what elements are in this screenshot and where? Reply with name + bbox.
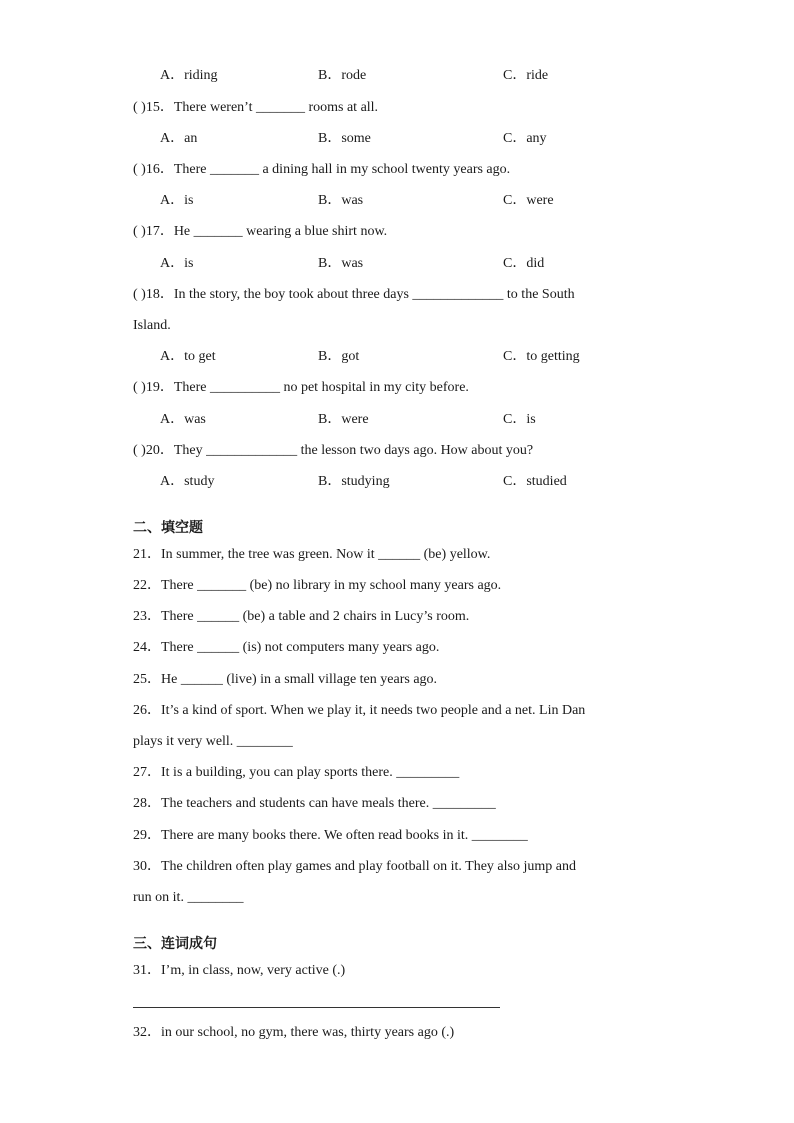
question-26: 26．It’s a kind of sport. When we play it, it needs two people and a net. Lin Dan bbox=[133, 703, 586, 718]
q17-option-b: B．was bbox=[318, 256, 364, 271]
question-16: ( )16．There _______ a dining hall in my school twenty years ago. bbox=[133, 162, 511, 177]
question-28: 28．The teachers and students can have meals there. _________ bbox=[133, 796, 496, 811]
q20-option-a: A．study bbox=[160, 474, 215, 489]
q14-option-b: B．rode bbox=[318, 68, 367, 83]
question-29: 29．There are many books there. We often read books in it. ________ bbox=[133, 828, 528, 843]
q20-option-b: B．studying bbox=[318, 474, 390, 489]
q17-option-a: A．is bbox=[160, 256, 194, 271]
q19-option-c: C．is bbox=[503, 412, 536, 427]
question-21: 21．In summer, the tree was green. Now it ______ (be) yellow. bbox=[133, 547, 491, 562]
question-22: 22．There _______ (be) no library in my school many years ago. bbox=[133, 578, 502, 593]
question-26-continued: plays it very well. ________ bbox=[133, 734, 293, 749]
q20-option-c: C．studied bbox=[503, 474, 567, 489]
q16-option-b: B．was bbox=[318, 193, 364, 208]
question-20: ( )20．They _____________ the lesson two days ago. How about you? bbox=[133, 443, 534, 458]
question-25: 25．He ______ (live) in a small village ten years ago. bbox=[133, 672, 438, 687]
q17-option-c: C．did bbox=[503, 256, 545, 271]
q19-option-b: B．were bbox=[318, 412, 369, 427]
answer-line-31[interactable] bbox=[133, 1007, 500, 1008]
q18-option-a: A．to get bbox=[160, 349, 216, 364]
question-24: 24．There ______ (is) not computers many years ago. bbox=[133, 640, 440, 655]
question-23: 23．There ______ (be) a table and 2 chairs in Lucy’s room. bbox=[133, 609, 470, 624]
q19-option-a: A．was bbox=[160, 412, 206, 427]
q14-option-a: A．riding bbox=[160, 68, 218, 83]
question-15: ( )15．There weren’t _______ rooms at all. bbox=[133, 100, 379, 115]
question-30-continued: run on it. ________ bbox=[133, 890, 244, 905]
q14-option-c: C．ride bbox=[503, 68, 549, 83]
q15-option-c: C．any bbox=[503, 131, 547, 146]
question-30: 30．The children often play games and play football on it. They also jump and bbox=[133, 859, 576, 874]
question-19: ( )19．There __________ no pet hospital in my city before. bbox=[133, 380, 469, 395]
q15-option-a: A．an bbox=[160, 131, 198, 146]
section-3-heading: 三、连词成句 bbox=[133, 936, 217, 952]
question-18: ( )18．In the story, the boy took about three days _____________ to the South bbox=[133, 287, 575, 302]
question-32: 32．in our school, no gym, there was, thirty years ago (.) bbox=[133, 1025, 455, 1040]
section-2-heading: 二、填空题 bbox=[133, 520, 203, 536]
question-18-continued: Island. bbox=[133, 318, 171, 333]
question-27: 27．It is a building, you can play sports there. _________ bbox=[133, 765, 460, 780]
q16-option-c: C．were bbox=[503, 193, 554, 208]
q18-option-b: B．got bbox=[318, 349, 360, 364]
q18-option-c: C．to getting bbox=[503, 349, 580, 364]
question-31: 31．I’m, in class, now, very active (.) bbox=[133, 963, 346, 978]
question-17: ( )17．He _______ wearing a blue shirt now. bbox=[133, 224, 388, 239]
q16-option-a: A．is bbox=[160, 193, 194, 208]
q15-option-b: B．some bbox=[318, 131, 371, 146]
